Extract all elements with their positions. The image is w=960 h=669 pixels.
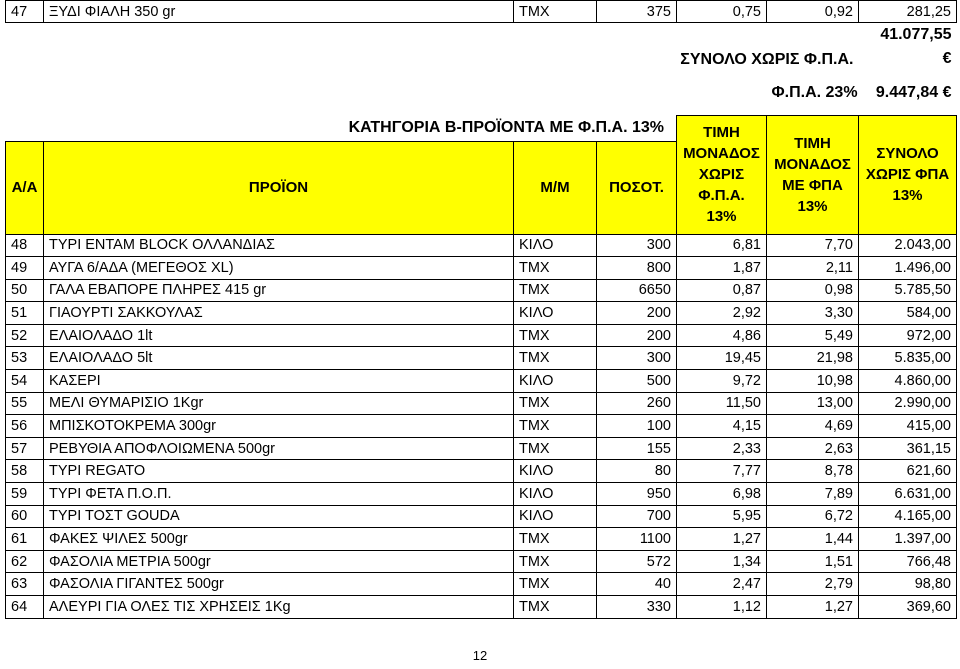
table-row (6, 505, 957, 528)
row-total: 4.165,00 (859, 505, 957, 528)
row-total: 1.496,00 (859, 257, 957, 280)
row-unit: ΤΜΧ (514, 392, 597, 415)
total-value: 41.077,55 (880, 26, 952, 43)
row-product: ΤΥΡΙ REGATO (44, 460, 514, 483)
row-price-vat: 21,98 (767, 347, 859, 370)
total-without-vat-label: ΣΥΝΟΛΟ ΧΩΡΙΣ Φ.Π.Α. (680, 51, 854, 68)
row-price: 2,33 (677, 437, 767, 460)
row-aa: 56 (6, 415, 44, 438)
row-qty: 155 (597, 437, 677, 460)
row-aa: 53 (6, 347, 44, 370)
row-price-vat: 1,44 (767, 528, 859, 551)
row-unit: ΚΙΛΟ (514, 302, 597, 325)
row-unit: ΤΜΧ (514, 415, 597, 438)
row-unit: ΤΜΧ (514, 437, 597, 460)
table-row (6, 392, 957, 415)
row-product: ΓΑΛΑ ΕΒΑΠΟΡΕ ΠΛΗΡΕΣ 415 gr (44, 279, 514, 302)
row-aa: 52 (6, 324, 44, 347)
row-aa: 51 (6, 302, 44, 325)
row-qty: 500 (597, 370, 677, 393)
row-aa: 62 (6, 550, 44, 573)
row-price-vat: 8,78 (767, 460, 859, 483)
row-price-vat: 5,49 (767, 324, 859, 347)
table-row (6, 347, 957, 370)
row-total: 6.631,00 (859, 483, 957, 506)
row-price: 1,34 (677, 550, 767, 573)
row-product: ΞΥΔΙ ΦΙΑΛΗ 350 gr (44, 1, 514, 23)
currency-symbol: € (942, 50, 952, 67)
row-unit: ΤΜΧ (514, 324, 597, 347)
row-qty: 80 (597, 460, 677, 483)
row-price-vat: 13,00 (767, 392, 859, 415)
row-unit: ΚΙΛΟ (514, 483, 597, 506)
row-price: 4,15 (677, 415, 767, 438)
row-price: 2,92 (677, 302, 767, 325)
vat-label: Φ.Π.Α. 23% (771, 83, 858, 101)
row-total: 5.835,00 (859, 347, 957, 370)
header-price-vat: ΤΙΜΗ ΜΟΝΑΔΟΣ ΜΕ ΦΠΑ 13% (767, 115, 859, 234)
row-total: 369,60 (859, 596, 957, 619)
vat-currency-symbol: € (942, 83, 952, 101)
row-price: 1,87 (677, 257, 767, 280)
row-unit: ΤΜΧ (514, 347, 597, 370)
row-price: 9,72 (677, 370, 767, 393)
row-price: 6,98 (677, 483, 767, 506)
row-unit: ΚΙΛΟ (514, 370, 597, 393)
row-price-vat: 4,69 (767, 415, 859, 438)
header-aa: Α/Α (6, 141, 44, 234)
row-aa: 50 (6, 279, 44, 302)
table-row (6, 573, 957, 596)
row-price-vat: 0,92 (767, 1, 859, 23)
row-total: 972,00 (859, 324, 957, 347)
row-total: 98,80 (859, 573, 957, 596)
row-qty: 100 (597, 415, 677, 438)
row-qty: 950 (597, 483, 677, 506)
header-price: ΤΙΜΗ ΜΟΝΑΔΟΣ ΧΩΡΙΣ Φ.Π.Α. 13% (677, 115, 767, 234)
table-row (6, 528, 957, 551)
row-qty: 40 (597, 573, 677, 596)
row-product: ΕΛΑΙΟΛΑΔΟ 5lt (44, 347, 514, 370)
row-price-vat: 6,72 (767, 505, 859, 528)
vat-amount: 9.447,84 (875, 83, 939, 101)
row-aa: 63 (6, 573, 44, 596)
row-qty: 200 (597, 302, 677, 325)
table-row (6, 234, 957, 257)
row-qty: 6650 (597, 279, 677, 302)
row-price-vat: 7,89 (767, 483, 859, 506)
row-product: ΕΛΑΙΟΛΑΔΟ 1lt (44, 324, 514, 347)
row-aa: 54 (6, 370, 44, 393)
row-qty: 300 (597, 347, 677, 370)
row-product: ΚΑΣΕΡΙ (44, 370, 514, 393)
row-product: ΡΕΒΥΘΙΑ ΑΠΟΦΛΟΙΩΜΕΝΑ 500gr (44, 437, 514, 460)
header-product: ΠΡΟΪΟΝ (44, 141, 514, 234)
row-aa: 55 (6, 392, 44, 415)
row-price-vat: 3,30 (767, 302, 859, 325)
row-total: 584,00 (859, 302, 957, 325)
table-row (6, 257, 957, 280)
row-total: 415,00 (859, 415, 957, 438)
row-unit: ΤΜΧ (514, 257, 597, 280)
table-row (6, 437, 957, 460)
row-total: 281,25 (859, 1, 957, 23)
row-aa: 60 (6, 505, 44, 528)
row-price: 7,77 (677, 460, 767, 483)
row-total: 621,60 (859, 460, 957, 483)
header-qty: ΠΟΣΟΤ. (597, 141, 677, 234)
table-row (6, 460, 957, 483)
row-product: ΜΕΛΙ ΘΥΜΑΡΙΣΙΟ 1Kgr (44, 392, 514, 415)
category-row (6, 115, 957, 141)
row-qty: 800 (597, 257, 677, 280)
row-product: ΓΙΑΟΥΡΤΙ ΣΑΚΚΟΥΛΑΣ (44, 302, 514, 325)
row-total: 766,48 (859, 550, 957, 573)
table-row (6, 279, 957, 302)
row-product: ΦΑΣΟΛΙΑ ΜΕΤΡΙΑ 500gr (44, 550, 514, 573)
table-row (6, 324, 957, 347)
summary-vat-row (6, 71, 957, 115)
row-price-vat: 2,11 (767, 257, 859, 280)
row-unit: ΤΜΧ (514, 596, 597, 619)
row-product: ΤΥΡΙ ΕΝΤΑΜ BLOCK ΟΛΛΑΝΔΙΑΣ (44, 234, 514, 257)
row-product: ΦΑΚΕΣ ΨΙΛΕΣ 500gr (44, 528, 514, 551)
row-aa: 64 (6, 596, 44, 619)
table-row (6, 302, 957, 325)
row-price-vat: 0,98 (767, 279, 859, 302)
row-price: 19,45 (677, 347, 767, 370)
row-qty: 200 (597, 324, 677, 347)
row-qty: 1100 (597, 528, 677, 551)
row-product: ΜΠΙΣΚΟΤΟΚΡΕΜΑ 300gr (44, 415, 514, 438)
row-price-vat: 1,51 (767, 550, 859, 573)
row-aa: 58 (6, 460, 44, 483)
total-without-vat-value (859, 23, 957, 72)
table-row (6, 370, 957, 393)
row-total: 5.785,50 (859, 279, 957, 302)
row-price-vat: 10,98 (767, 370, 859, 393)
row-unit: ΤΜΧ (514, 550, 597, 573)
row-price: 5,95 (677, 505, 767, 528)
row-product: ΑΛΕΥΡΙ ΓΙΑ ΟΛΕΣ ΤΙΣ ΧΡΗΣΕΙΣ 1Kg (44, 596, 514, 619)
row-aa: 48 (6, 234, 44, 257)
row-product: ΤΥΡΙ ΤΟΣΤ GOUDA (44, 505, 514, 528)
row-qty: 700 (597, 505, 677, 528)
row-price: 4,86 (677, 324, 767, 347)
price-table (5, 0, 957, 619)
summary-total-row (6, 23, 957, 72)
row-price: 2,47 (677, 573, 767, 596)
row-total: 4.860,00 (859, 370, 957, 393)
row-aa: 49 (6, 257, 44, 280)
row-aa: 47 (6, 1, 44, 23)
table-row (6, 483, 957, 506)
row-unit: ΚΙΛΟ (514, 234, 597, 257)
row-unit: ΤΜΧ (514, 528, 597, 551)
row-price-vat: 7,70 (767, 234, 859, 257)
row-price-vat: 2,63 (767, 437, 859, 460)
row-total: 1.397,00 (859, 528, 957, 551)
row-price-vat: 1,27 (767, 596, 859, 619)
row-price: 0,75 (677, 1, 767, 23)
row-unit: ΤΜΧ (514, 1, 597, 23)
table-row (6, 415, 957, 438)
row-qty: 375 (597, 1, 677, 23)
page-number: 12 (472, 648, 488, 663)
category-title: ΚΑΤΗΓΟΡΙΑ Β-ΠΡΟΪΟΝΤΑ ΜΕ Φ.Π.Α. 13% (6, 115, 677, 141)
header-unit: Μ/Μ (514, 141, 597, 234)
row-product: ΑΥΓΑ 6/ΑΔΑ (ΜΕΓΕΘΟΣ XL) (44, 257, 514, 280)
table-row (6, 1, 957, 23)
row-total: 2.043,00 (859, 234, 957, 257)
row-price: 1,12 (677, 596, 767, 619)
table-row (6, 596, 957, 619)
row-total: 361,15 (859, 437, 957, 460)
row-unit: ΤΜΧ (514, 573, 597, 596)
row-unit: ΚΙΛΟ (514, 460, 597, 483)
row-price-vat: 2,79 (767, 573, 859, 596)
vat-value (859, 71, 957, 115)
row-qty: 260 (597, 392, 677, 415)
header-total: ΣΥΝΟΛΟ ΧΩΡΙΣ ΦΠΑ 13% (859, 115, 957, 234)
row-unit: ΚΙΛΟ (514, 505, 597, 528)
row-aa: 61 (6, 528, 44, 551)
row-price: 6,81 (677, 234, 767, 257)
table-row (6, 550, 957, 573)
row-product: ΤΥΡΙ ΦΕΤΑ Π.Ο.Π. (44, 483, 514, 506)
row-price: 1,27 (677, 528, 767, 551)
row-price: 0,87 (677, 279, 767, 302)
row-total: 2.990,00 (859, 392, 957, 415)
row-qty: 300 (597, 234, 677, 257)
row-price: 11,50 (677, 392, 767, 415)
row-aa: 59 (6, 483, 44, 506)
row-qty: 572 (597, 550, 677, 573)
row-unit: ΤΜΧ (514, 279, 597, 302)
row-product: ΦΑΣΟΛΙΑ ΓΙΓΑΝΤΕΣ 500gr (44, 573, 514, 596)
row-aa: 57 (6, 437, 44, 460)
row-qty: 330 (597, 596, 677, 619)
